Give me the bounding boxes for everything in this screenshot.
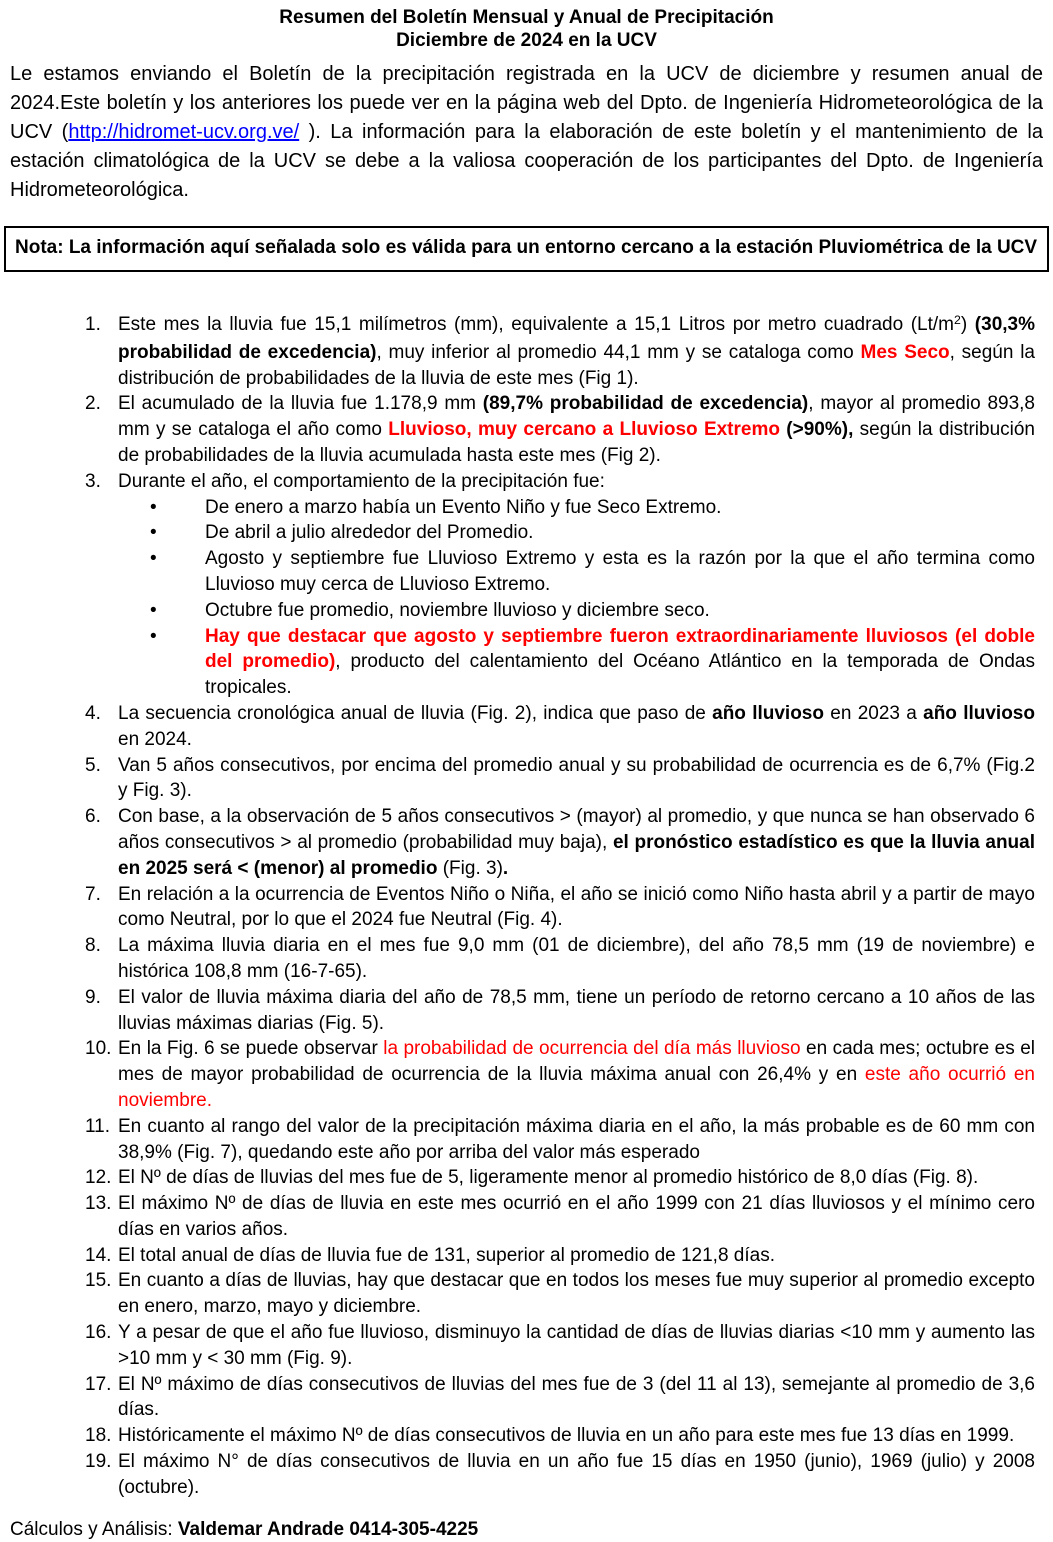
text-segment: Valdemar Andrade 0414-305-4225 [177,1518,479,1540]
bullet-text [205,495,1035,521]
item-text [118,753,1035,805]
list-item [10,1165,1043,1191]
text-segment: El acumulado de la lluvia fue 1.178,9 mm [118,393,483,415]
text-segment: Mes Seco [860,341,950,363]
item-text [118,1320,1035,1372]
list-item [10,1423,1043,1449]
item-text [118,1243,1035,1269]
text-segment: año lluvioso [923,702,1035,724]
document-title [10,6,1043,52]
text-segment: (>90%), [786,419,854,441]
text-segment: Este mes la lluvia fue 15,1 milímetros (mm), equivalente a 15,1 Litros por metro cuadrado (Lt/m [118,314,955,335]
text-segment: Y a pesar de que el año fue lluvioso, disminuyo la cantidad de días de lluvias diarias <10 mm y aumento las >10 mm y < 30 mm (Fig. 9). [118,1322,1035,1369]
list-item [10,701,1043,753]
item-number: 10. [85,1038,112,1060]
text-segment: según la distribución de probabilidades de la lluvia acumulada hasta este mes (Fig 2). [118,419,1035,466]
item-number: 4. [85,702,101,724]
item-text [118,701,1035,753]
bullet-item [118,520,1035,546]
list-item [10,1114,1043,1166]
item-text [118,1165,1035,1191]
text-segment: ) [960,314,975,335]
item-number: 17. [85,1373,112,1395]
item-text [118,933,1035,985]
text-segment: año lluvioso [712,702,824,724]
bullet-icon: • [150,548,157,570]
bullet-item [118,495,1035,521]
text-segment: La máxima lluvia diaria en el mes fue 9,0 mm (01 de diciembre), del año 78,5 mm (19 de noviembre) e histórica 108,8 mm (16-7-65). [118,935,1035,982]
title-line-1: Resumen del Boletín Mensual y Anual de Precipitación [279,7,774,28]
item-number: 12. [85,1167,112,1189]
item-text [118,1423,1035,1449]
text-segment: En cuanto al rango del valor de la precipitación máxima diaria en el año, la más probable es de 60 mm con 38,9% (Fig. 7), quedando este año por arriba del valor más esperado [118,1115,1035,1163]
text-segment: ). La información para la elaboración de este boletín y el mantenimiento de la estación climatológica de la UCV se debe a la valiosa cooperación de los participantes del Dpto. de Ingeniería Hidrometeorológica. [10,121,1043,201]
text-segment: Le estamos enviando el Boletín de la precipitación registrada en la UCV de diciembre y resumen anual de 2024.Este boletín y los anteriores los puede ver en la página web del Dpto. de Ingeniería Hidrometeorológica de la UCV ( [10,63,1043,143]
text-segment: en 2023 a [823,702,924,724]
text-segment: , producto del calentamiento del Océano Atlántico en la temporada de Ondas tropicales. [205,651,1035,699]
text-segment: La secuencia cronológica anual de lluvia (Fig. 2), indica que paso de [118,702,713,724]
text-segment: Históricamente el máximo Nº de días consecutivos de lluvia en un año para este mes fue 13 días en 1999. [118,1425,1015,1447]
list-item [10,1036,1043,1113]
item-text [118,985,1035,1037]
numbered-list [10,312,1043,1501]
item-number: 6. [85,806,101,828]
text-segment: Cálculos y Análisis: [10,1518,178,1540]
item-number: 16. [85,1322,112,1344]
text-segment: El Nº máximo de días consecutivos de lluvias del mes fue de 3 (del 11 al 13), semejante al promedio de 3,6 días. [118,1373,1035,1421]
list-item [10,1268,1043,1320]
item-number: 11. [85,1115,111,1137]
item-text [118,1036,1035,1113]
text-segment: El Nº de días de lluvias del mes fue de 5, ligeramente menor al promedio histórico de 8,0 días (Fig. 8). [118,1167,979,1189]
text-segment: Con base, a la observación de 5 años consecutivos > (mayor) al promedio, y que nunca se han observado 6 años consecutivos > al promedio (probabilidad muy baja), [118,806,1035,853]
text-segment: Lluvioso, muy cercano a Lluvioso Extremo [388,419,787,441]
bullet-sublist [118,495,1035,701]
item-text [118,312,1035,391]
text-segment: Agosto y septiembre fue Lluvioso Extremo y esta es la razón por la que el año termina como Lluvioso muy cerca de Lluvioso Extremo. [205,548,1035,595]
bullet-item [118,546,1035,598]
item-number: 3. [85,470,101,492]
item-number: 1. [85,314,101,335]
bullet-text [205,624,1035,701]
text-segment: El total anual de días de lluvia fue de 131, superior al promedio de 121,8 días. [118,1244,775,1266]
text-segment: , mayor al promedio 893,8 mm y se cataloga el año como [118,393,1035,441]
item-number: 9. [85,986,101,1008]
text-segment: El máximo Nº de días de lluvia en este mes ocurrió en el año 1999 con 21 días lluviosos y el mínimo cero días en varios años. [118,1193,1035,1240]
text-segment: Durante el año, el comportamiento de la precipitación fue: [118,470,605,492]
list-item [10,1320,1043,1372]
text-segment: (30,3% probabilidad de excedencia) [118,314,1035,363]
list-item [10,753,1043,805]
list-item [10,391,1043,468]
bullet-icon: • [150,625,157,647]
text-segment: el pronóstico estadístico es que la lluvia anual en 2025 será < (menor) al promedio [118,831,1035,879]
bullet-text [205,546,1035,598]
intro-paragraph [10,60,1043,205]
bullet-icon: • [150,496,157,518]
note-text: Nota: La información aquí señalada solo es válida para un entorno cercano a la estación Pluviométrica de la UCV [15,237,1038,258]
item-text [118,1449,1035,1501]
bullet-icon: • [150,522,157,544]
text-segment: (Fig. 3) [442,857,503,879]
item-text [118,1191,1035,1243]
item-text [118,469,1035,701]
list-item [10,1191,1043,1243]
note-box [4,226,1049,272]
text-segment: (89,7% probabilidad de excedencia) [482,393,809,415]
text-segment: , según la distribución de probabilidades de la lluvia de este mes (Fig 1). [118,341,1035,389]
item-text [118,1372,1035,1424]
text-segment: en cada mes; octubre es el mes de mayor probabilidad de ocurrencia de la lluvia máxima anual con 26,4% y en [118,1038,1035,1086]
item-number: 18. [85,1425,112,1447]
text-segment: Van 5 años consecutivos, por encima del promedio anual y su probabilidad de ocurrencia es de 6,7% (Fig.2 y Fig. 3). [118,754,1035,802]
item-text [118,804,1035,881]
item-number: 14. [85,1244,112,1266]
item-number: 5. [85,754,101,776]
item-text [118,1114,1035,1166]
list-item [10,804,1043,881]
text-segment: 2 [954,313,961,328]
text-segment: la probabilidad de ocurrencia del día más lluvioso [383,1038,801,1060]
item-number: 2. [85,393,101,415]
bullet-item [118,624,1035,701]
item-number: 13. [85,1193,112,1215]
text-segment: En la Fig. 6 se puede observar [118,1038,384,1060]
text-segment: El máximo N° de días consecutivos de lluvia en un año fue 15 días en 1950 (junio), 1969 (julio) y 2008 (octubre). [118,1451,1035,1498]
item-text [118,882,1035,934]
text-segment: , muy inferior al promedio 44,1 mm y se cataloga como [376,341,861,363]
bullet-icon: • [150,599,157,621]
text-segment: en 2024. [118,728,192,750]
item-number: 15. [85,1270,112,1292]
text-segment: . [502,857,509,879]
hidromet-link[interactable]: http://hidromet-ucv.org.ve/ [68,121,300,143]
list-item [10,1372,1043,1424]
text-segment: El valor de lluvia máxima diaria del año de 78,5 mm, tiene un período de retorno cercano a 10 años de las lluvias máximas diarias (Fig. 5). [118,986,1035,1034]
item-number: 7. [85,883,101,905]
bullet-item [118,598,1035,624]
footer-credits [10,1517,1043,1542]
item-text [118,1268,1035,1320]
text-segment: De enero a marzo había un Evento Niño y fue Seco Extremo. [205,496,722,518]
item-number: 8. [85,935,101,957]
bullet-text [205,520,1035,546]
list-item [10,1449,1043,1501]
list-item [10,882,1043,934]
text-segment: Hay que destacar que agosto y septiembre fueron extraordinariamente lluviosos (el doble del promedio) [205,625,1035,673]
list-item [10,469,1043,701]
list-item [10,1243,1043,1269]
text-segment: Octubre fue promedio, noviembre lluvioso y diciembre seco. [205,599,710,621]
list-item [10,985,1043,1037]
list-item [10,933,1043,985]
title-line-2: Diciembre de 2024 en la UCV [396,30,657,51]
text-segment: De abril a julio alrededor del Promedio. [205,522,534,544]
item-text [118,391,1035,468]
text-segment: En cuanto a días de lluvias, hay que destacar que en todos los meses fue muy superior al promedio excepto en enero, marzo, mayo y diciembre. [118,1270,1035,1318]
list-item [10,312,1043,391]
text-segment: En relación a la ocurrencia de Eventos Niño o Niña, el año se inició como Niño hasta abril y a partir de mayo como Neutral, por lo que el 2024 fue Neutral (Fig. 4). [118,883,1035,931]
bullet-text [205,598,1035,624]
item-number: 19. [85,1451,112,1473]
text-segment: este año ocurrió en noviembre. [118,1064,1035,1111]
